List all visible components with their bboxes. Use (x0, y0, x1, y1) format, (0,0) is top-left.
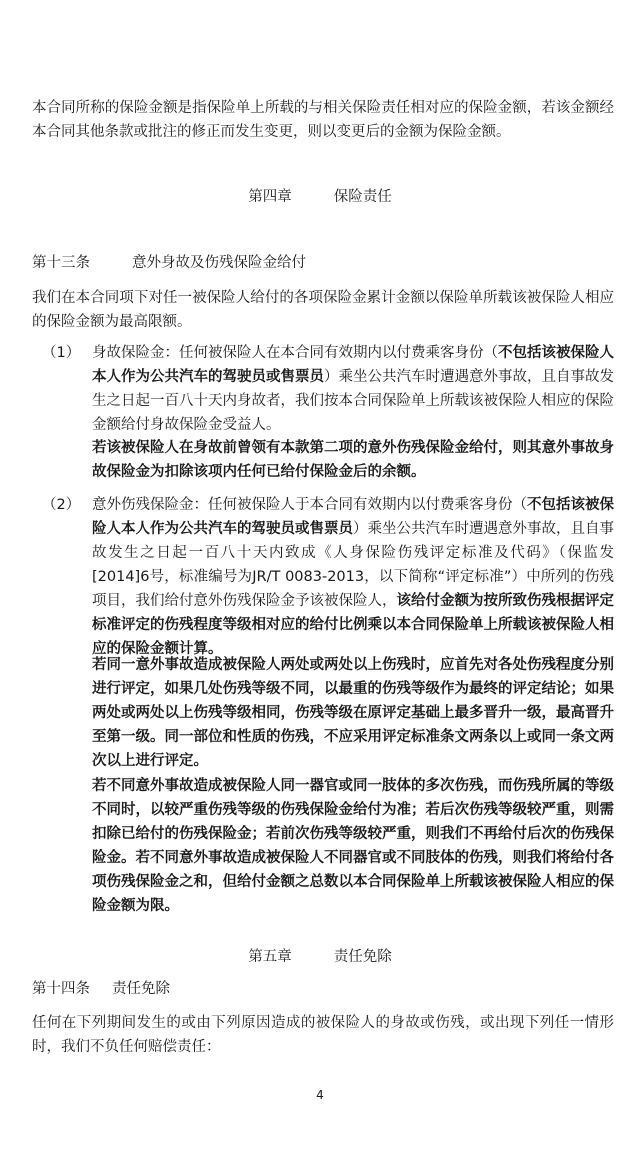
item-2-paragraph-1 (92, 493, 614, 661)
item-2-text-b-bold: 不包括该被保险人本人作为公共汽车的驾驶员或售票员 (92, 497, 614, 537)
item-number-1: （1） (42, 345, 81, 361)
item-1-text-b-bold: 不包括该被保险人本人作为公共汽车的驾驶员或售票员 (92, 345, 614, 385)
article-14-intro: 任何在下列期间发生的或由下列原因造成的被保险人的身故或伤残，或出现下列任一情形时，我们不负任何赔偿责任： (32, 1015, 614, 1055)
item-2-paragraph-2: 若同一意外事故造成被保险人两处或两处以上伤残时，应首先对各处伤残程度分别进行评定，如果几处伤残等级不同，以最重的伤残等级作为最终的评定结论；如果两处或两处以上伤残等级相同，伤残等级在原评定基础上最多晋升一级，最高晋升至第一级。同一部位和性质的伤残，不应采用评定标准条文两条以上或同一条文两次以上进行评定。 (92, 657, 614, 769)
chapter-title: 责任免除 (333, 949, 392, 965)
page-number: 4 (316, 1088, 324, 1102)
article-heading-14 (32, 977, 614, 1001)
item-1-paragraph-2: 若该被保险人在身故前曾领有本款第二项的意外伤残保险金给付，则其意外事故身故保险金为扣除该项内任何已给付保险金后的余额。 (92, 440, 614, 480)
item-2-text-c: ）乘坐公共汽车时遭遇意外事故，且自事故发生之日起一百八十天内致成《人身保险伤残评定标准及代码》（保监发[2014]6号，标准编号为JR/T 0083-2013，以下简称“评定标准”）中所列的伤残项目，我们给付意外伤残保险金予该被保险人， (92, 521, 614, 609)
item-2-paragraph-3: 若不同意外事故造成被保险人同一器官或同一肢体的多次伤残，而伤残所属的等级不同时，以较严重伤残等级的伤残保险金给付为准；若后次伤残等级较严重，则需扣除已给付的伤残保险金；若前次伤残等级较严重，则我们不再给付后次的伤残保险金。若不同意外事故造成被保险人不同器官或不同肢体的伤残，则我们将给付各项伤残保险金之和，但给付金额之总数以本合同保险单上所载该被保险人相应的保险金额为限。 (92, 778, 614, 914)
item-2-text-a: 意外伤残保险金：任何被保险人于本合同有效期内以付费乘客身份（ (92, 497, 527, 513)
item-2-text-d-bold: 该给付金额为按所致伤残根据评定标准评定的伤残程度等级相对应的给付比例乘以本合同保险单上所载该被保险人相应的保险金额计算。 (92, 593, 614, 657)
chapter-title: 保险责任 (333, 189, 392, 205)
intro-paragraph: 本合同所称的保险金额是指保险单上所载的与相关保险责任相对应的保险金额，若该金额经本合同其他条款或批注的修正而发生变更，则以变更后的金额为保险金额。 (32, 100, 614, 140)
chapter-heading-5 (0, 945, 640, 969)
article-number: 第十四条 (32, 981, 90, 997)
article-title: 责任免除 (112, 981, 170, 997)
article-title: 意外身故及伤残保险金给付 (132, 255, 306, 271)
article-13-intro: 我们在本合同项下对任一被保险人给付的各项保险金累计金额以保险单所载该被保险人相应的保险金额为最高限额。 (32, 290, 614, 330)
chapter-number: 第五章 (248, 949, 292, 965)
item-1-paragraph-1 (92, 341, 614, 437)
item-1-text-a: 身故保险金：任何被保险人在本合同有效期内以付费乘客身份（ (92, 345, 498, 361)
article-number: 第十三条 (32, 255, 90, 271)
item-1-text-c: ）乘坐公共汽车时遭遇意外事故，且自事故发生之日起一百八十天内身故者，我们按本合同保险单上所载该被保险人相应的保险金额给付身故保险金受益人。 (92, 369, 614, 433)
article-heading-13 (32, 251, 614, 275)
item-number-2: （2） (42, 497, 81, 513)
chapter-number: 第四章 (248, 189, 292, 205)
chapter-heading-4 (0, 185, 640, 209)
